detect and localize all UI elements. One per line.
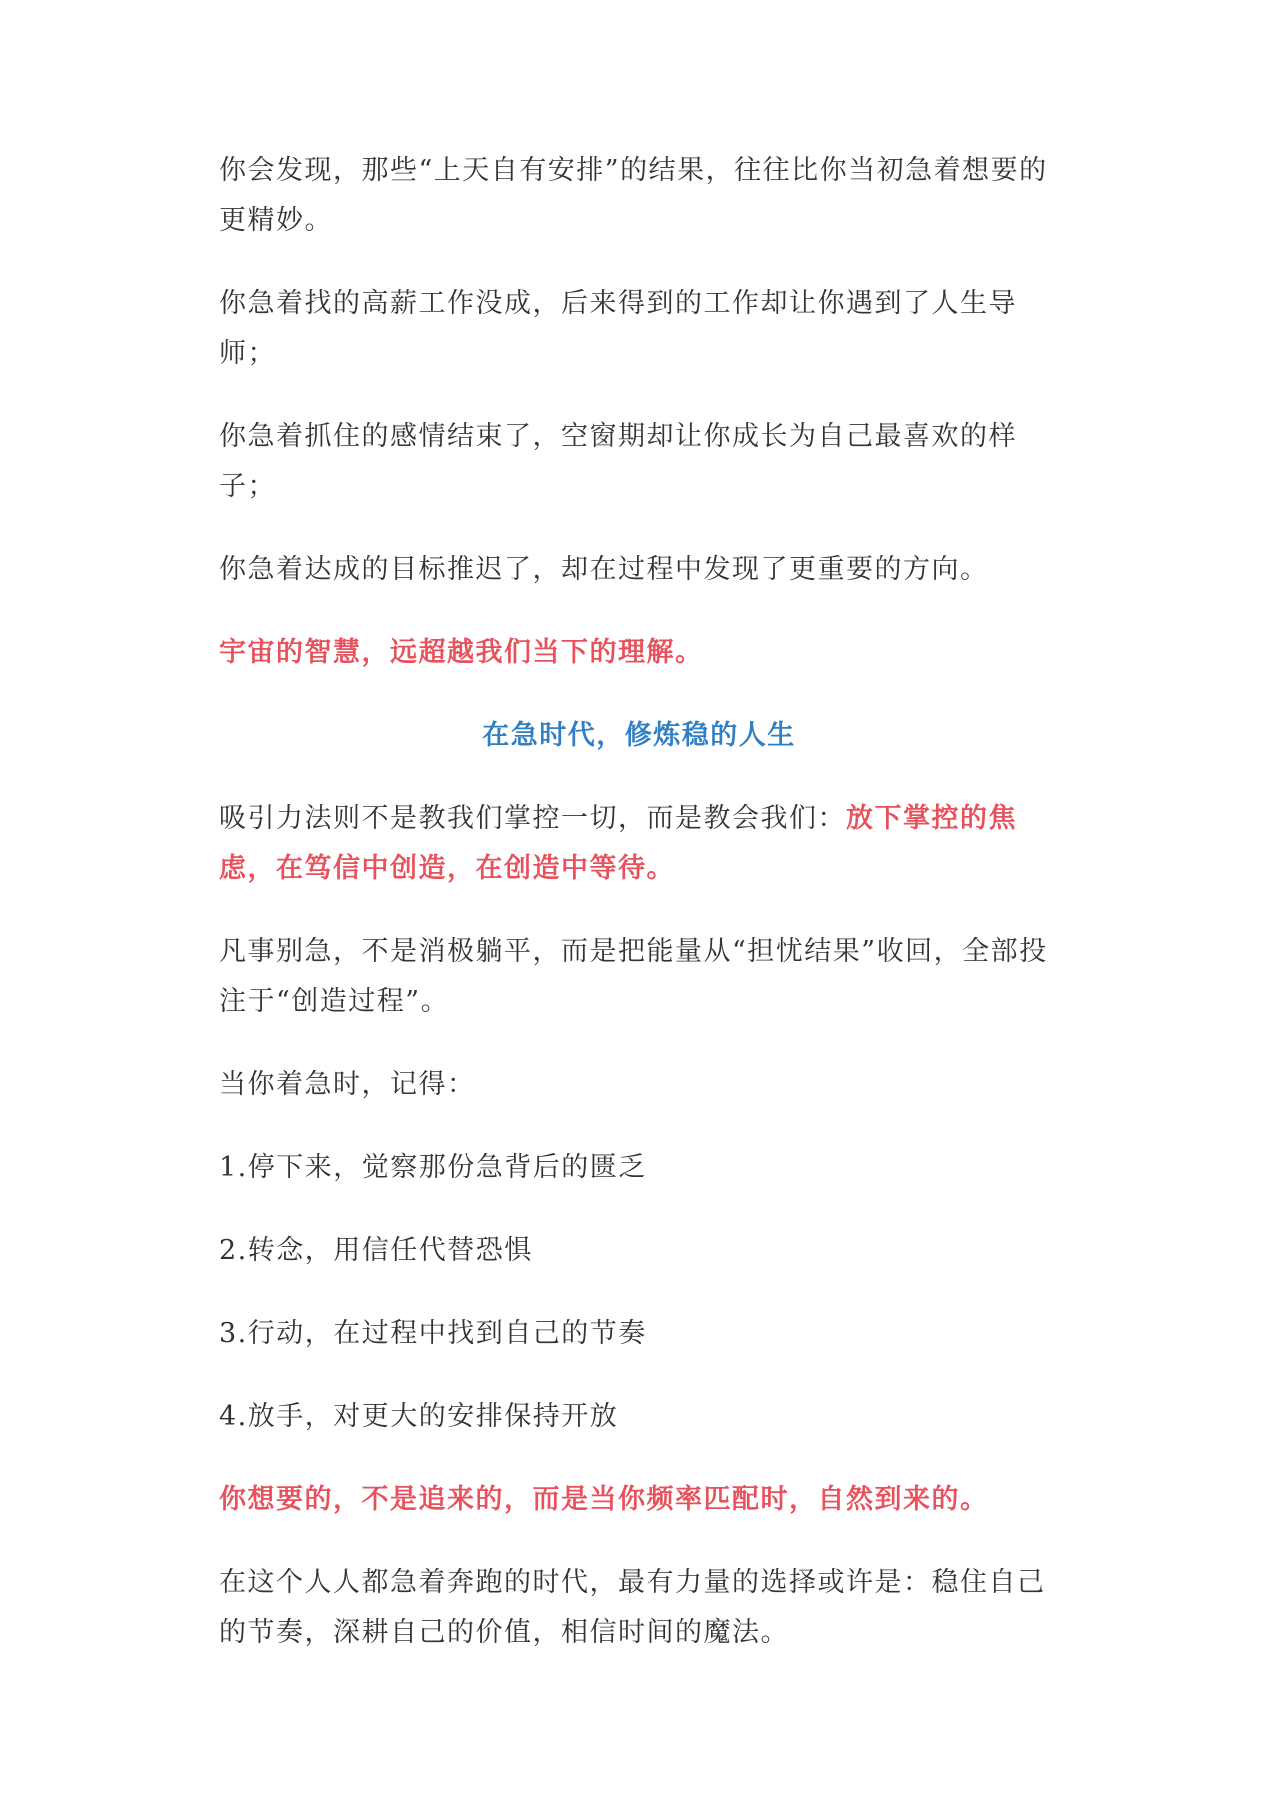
paragraph-relationship-example: 你急着抓住的感情结束了，空窗期却让你成长为自己最喜欢的样子； — [219, 421, 1017, 502]
emphasis-frequency-match: 你想要的，不是追来的，而是当你频率匹配时，自然到来的。 — [219, 1484, 989, 1515]
paragraph-dont-rush: 凡事别急，不是消极躺平，而是把能量从“担忧结果”收回，全部投注于“创造过程”。 — [219, 936, 1048, 1017]
law-of-attraction-text: 吸引力法则不是教我们掌控一切，而是教会我们： — [219, 803, 846, 834]
emphasis-universe-wisdom: 宇宙的智慧，远超越我们当下的理解。 — [219, 637, 704, 668]
list-item-shift: 2.转念，用信任代替恐惧 — [219, 1235, 533, 1266]
paragraph-intro: 你会发现，那些“上天自有安排”的结果，往往比你当初急着想要的更精妙。 — [219, 155, 1048, 236]
paragraph-job-example: 你急着找的高薪工作没成，后来得到的工作却让你遇到了人生导师； — [219, 288, 1017, 369]
paragraph-conclusion: 在这个人人都急着奔跑的时代，最有力量的选择或许是：稳住自己的节奏，深耕自己的价值，相信时间的魔法。 — [219, 1567, 1046, 1648]
law-of-attraction-emphasis: 放下掌控的焦虑，在笃信中创造，在创造中等待。 — [219, 803, 1017, 884]
list-item-let-go: 4.放手，对更大的安排保持开放 — [219, 1401, 619, 1432]
list-item-stop: 1.停下来，觉察那份急背后的匮乏 — [219, 1152, 647, 1183]
section-heading: 在急时代，修炼稳的人生 — [482, 720, 796, 751]
list-item-act: 3.行动，在过程中找到自己的节奏 — [219, 1318, 647, 1349]
paragraph-goal-example: 你急着达成的目标推迟了，却在过程中发现了更重要的方向。 — [219, 554, 989, 585]
paragraph-law-of-attraction — [219, 794, 1059, 894]
article-body — [219, 146, 1059, 1658]
paragraph-remember: 当你着急时，记得： — [219, 1069, 476, 1100]
